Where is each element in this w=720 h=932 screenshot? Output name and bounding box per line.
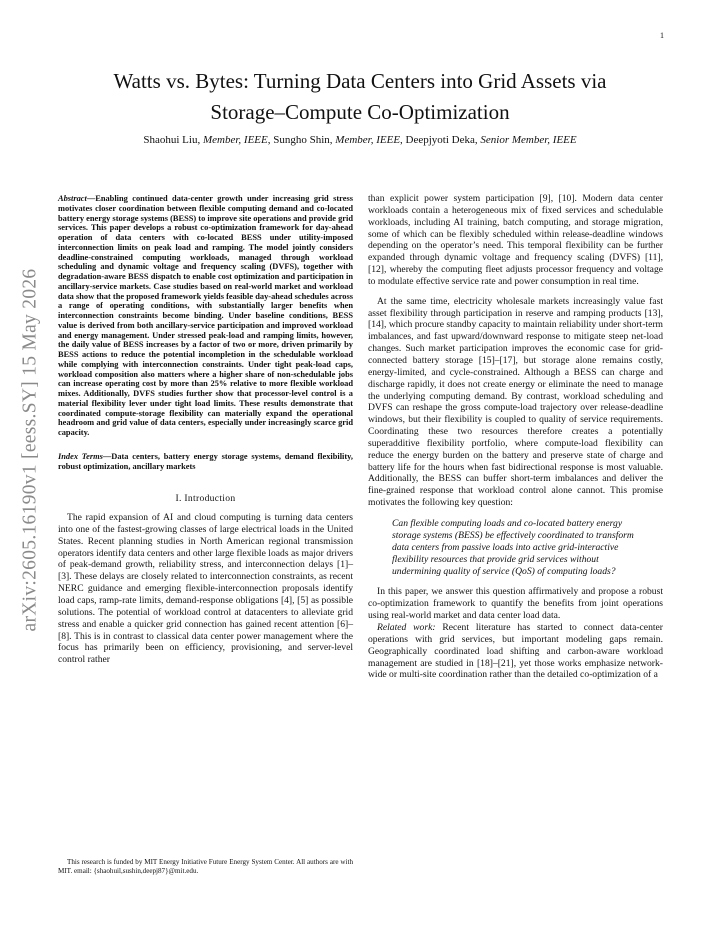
title-line-1: Watts vs. Bytes: Turning Data Centers into Grid Assets via — [113, 69, 607, 93]
title-line-2: Storage–Compute Co-Optimization — [210, 100, 510, 124]
author-3-name: , Deepjyoti Deka, — [400, 134, 478, 146]
related-work-label: Related work: — [377, 622, 436, 633]
intro-paragraph-1: The rapid expansion of AI and cloud computing is turning data centers into one of the fastest-growing classes of large electrical loads in the United States. Recent planning studies in North American regional transmission operators identify data centers and other large flexible loads as major drivers of peak-demand growth, reliability stress, and interconnection delays [1]–[3]. These delays are closely related to interconnection constraints, as recent NERC guidance and emerging flexible-interconnection proposals identify load caps, ramp-rate limits, demand-response obligations [4], [5] as possible solutions. The potential of workload control at datacenters to alleviate grid stress and enable a quicker grid connection has gained recent attention [6]–[8]. This is in contrast to classical data center power management where the focus has primarily been on efficiency, provisioning, and server-level control rather — [58, 512, 353, 666]
author-1-name: Shaohui Liu, — [143, 134, 201, 146]
intro-paragraph-3: In this paper, we answer this question affirmatively and propose a robust co-optimization framework to quantify the benefits from joint operations using real-world market and data center load data. — [368, 586, 663, 622]
left-column — [58, 194, 353, 666]
author-list — [60, 134, 660, 146]
key-question: Can flexible computing loads and co-located battery energy storage systems (BESS) be effectively coordinated to transform data centers from passive loads into active grid-interactive flexibility resources that provide grid services without undermining quality of service (QoS) of computing loads? — [392, 517, 634, 577]
author-3-role: Senior Member, IEEE — [480, 134, 577, 146]
index-terms-text: —Data centers, battery energy storage systems, demand flexibility, robust optimization, ancillary markets — [58, 451, 353, 471]
abstract-label: Abstract — [58, 194, 87, 203]
intro-paragraph-1-continued: than explicit power system participation [9], [10]. Modern data center workloads contain a heterogeneous mix of fixed services and schedulable workloads, including AI training, batch computing, and storage migration, some of which can be flexibly scheduled within release-deadline windows depending on the operator’s need. This temporal flexibility can be further expanded through dynamic voltage and frequency scaling (DVFS) [11], [12], whereby the computing fleet adjusts processor frequency and voltage to modulate effective service rate and power consumption in real time. — [368, 193, 663, 287]
footnote: This research is funded by MIT Energy Initiative Future Energy System Center. All authors are with MIT. email: {shaohuil,sushin,deepj87}@mit.edu. — [58, 858, 353, 876]
abstract — [58, 194, 353, 438]
index-terms — [58, 452, 353, 472]
related-work-text: Recent literature has started to connect data-center operations with grid services, but important modeling gaps remain. Geographically coordinated load shifting and carbon-aware workload management are studied in [18]–[21], yet those works emphasize network-wide or multi-site coordination rather than the detailed co-optimization of a — [368, 622, 663, 681]
abstract-text: —Enabling continued data-center growth under increasing grid stress motivates closer coordination between flexible computing demand and co-located battery energy storage systems (BESS) to improve site operations and provide grid services. This paper develops a robust co-optimization framework for day-ahead operation of data centers with co-located BESS under utility-imposed interconnection limits on peak load and ramping. The model jointly considers deadline-constrained computing workloads, managed through workload scheduling and dynamic voltage and frequency scaling (DVFS), together with degradation-aware BESS dispatch to enable cost optimization and participation in ancillary-service markets. Case studies based on real-world market and workload data show that the proposed framework yields feasible day-ahead schedules across a range of operating conditions, with substantially larger benefits when interconnection constraints become binding. Under baseline conditions, BESS value is derived from both ancillary-service participation and improved workload and energy management. Under stressed peak-load and ramping limits, however, the daily value of BESS increases by a factor of two or more, driven primarily by BESS actions to reduce the potential incompletion in the schedulable workload while complying with interconnection constraints. Under tight peak-load caps, workload composition also matters where a higher share of non-schedulable jobs can increase operating cost by more than 25% relative to more flexible workload mixes. Additionally, DVFS studies further show that processor-level control is a material flexibility lever under tight load limits. These results demonstrate that coordinated compute-storage flexibility can materially expand the operational headroom and grid value of data centers, especially under increasingly scarce grid capacity. — [58, 194, 353, 437]
author-2-role: Member, IEEE — [335, 134, 401, 146]
arxiv-stamp-text: arXiv:2605.16190v1 [eess.SY] 15 May 2026 — [19, 268, 40, 632]
intro-paragraph-2: At the same time, electricity wholesale markets increasingly value fast asset flexibility through participation in reserve and ramping products [13], [14], which procure standby capacity to maintain reliability under short-term imbalances, and fast upward/downward response to mitigate steep net-load changes. Such market participation improves the economic case for grid-connected battery storage [15]–[17], but storage alone remains costly, energy-limited, and cycle-constrained. Although a BESS can charge and discharge rapidly, it does not create energy or eliminate the need to manage the underlying computing demand. By contrast, workload scheduling and DVFS can reshape the gross compute-load trajectory over release-deadline windows, but their flexibility is coupled to quality of service requirements. Coordinating these two resources therefore creates a potentially superadditive flexibility portfolio, where compute-load flexibility can reduce the energy burden on the battery and preserve state of charge and battery life for the hours when fast bidirectional response is most valuable. Additionally, the BESS can buffer short-term imbalances and deliver the fine-grained response that workload control alone cannot. This promise motivates the following key question: — [368, 295, 663, 509]
arxiv-stamp — [8, 245, 52, 655]
author-1-role: Member, IEEE — [202, 134, 268, 146]
related-work-paragraph — [368, 622, 663, 681]
author-2-name: , Sungho Shin, — [267, 134, 333, 146]
index-terms-label: Index Terms — [58, 451, 103, 461]
section-heading-introduction: I. Introduction — [175, 493, 236, 505]
page-number: 1 — [660, 31, 664, 40]
paper-title — [60, 66, 660, 128]
right-column — [368, 193, 663, 681]
